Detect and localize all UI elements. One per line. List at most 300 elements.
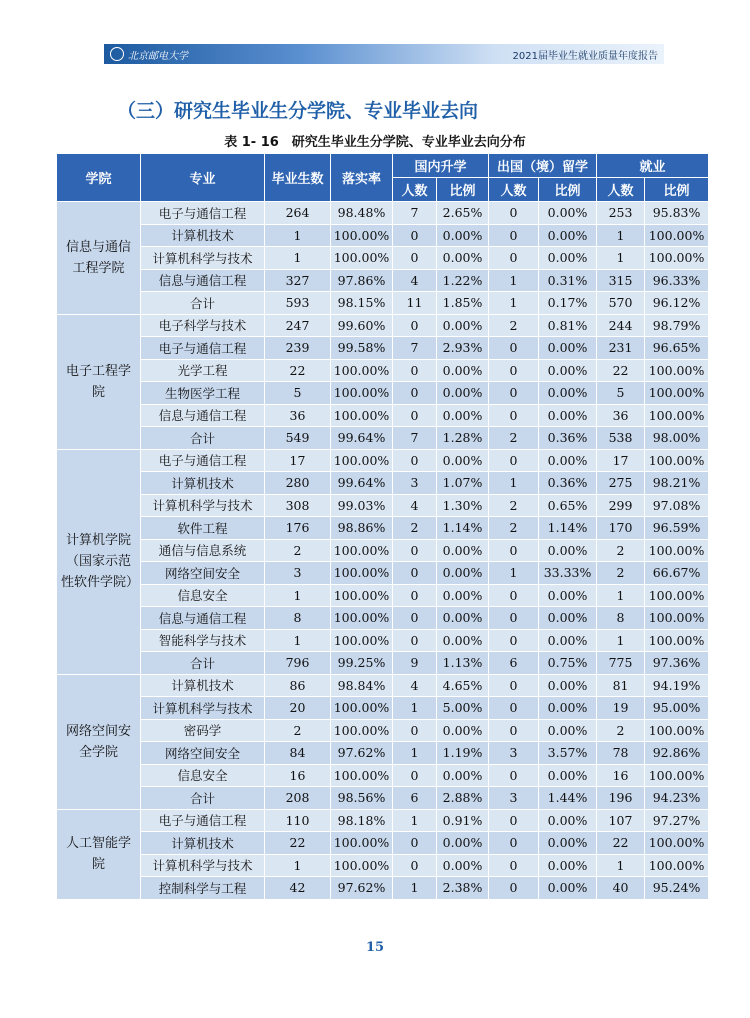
graduates-cell: 1 [265,584,331,607]
graduates-cell: 3 [265,562,331,585]
table-row [57,562,709,585]
domestic-count-cell: 0 [393,314,437,337]
college-cell: 网络空间安全学院 [57,674,141,809]
employment-count-cell: 1 [597,224,645,247]
employment-ratio-cell: 100.00% [645,607,709,630]
college-cell: 计算机学院（国家示范性软件学院） [57,449,141,674]
college-cell: 信息与通信工程学院 [57,202,141,315]
major-cell: 光学工程 [141,359,265,382]
table-row [57,269,709,292]
graduates-cell: 549 [265,427,331,450]
rate-cell: 98.56% [331,787,393,810]
domestic-ratio-cell: 0.00% [437,832,489,855]
table-row [57,854,709,877]
rate-cell: 98.15% [331,292,393,315]
table-row [57,449,709,472]
employment-ratio-cell: 95.24% [645,877,709,900]
domestic-ratio-cell: 1.07% [437,472,489,495]
table-caption: 表 1- 16 研究生毕业生分学院、专业毕业去向分布 [224,135,526,150]
employment-ratio-cell: 100.00% [645,359,709,382]
employment-ratio-cell: 100.00% [645,719,709,742]
major-cell: 电子与通信工程 [141,337,265,360]
table-row [57,719,709,742]
major-cell: 网络空间安全 [141,562,265,585]
domestic-count-cell: 0 [393,359,437,382]
graduates-cell: 1 [265,629,331,652]
domestic-count-cell: 7 [393,427,437,450]
employment-count-cell: 1 [597,854,645,877]
abroad-count-cell: 3 [489,742,539,765]
major-cell: 通信与信息系统 [141,539,265,562]
domestic-ratio-cell: 1.28% [437,427,489,450]
major-cell: 信息与通信工程 [141,607,265,630]
col-header-domestic-ratio: 比例 [437,178,489,202]
domestic-count-cell: 0 [393,224,437,247]
col-header-domestic: 国内升学 [393,154,489,178]
major-cell: 智能科学与技术 [141,629,265,652]
domestic-ratio-cell: 0.00% [437,719,489,742]
page-number: 15 [365,940,385,955]
rate-cell: 97.86% [331,269,393,292]
employment-count-cell: 315 [597,269,645,292]
rate-cell: 97.62% [331,877,393,900]
table-row [57,427,709,450]
domestic-ratio-cell: 4.65% [437,674,489,697]
abroad-ratio-cell: 0.00% [539,877,597,900]
abroad-count-cell: 3 [489,787,539,810]
table-body [57,202,709,900]
abroad-count-cell: 0 [489,719,539,742]
major-cell: 电子与通信工程 [141,809,265,832]
rate-cell: 98.86% [331,517,393,540]
domestic-count-cell: 1 [393,877,437,900]
domestic-count-cell: 9 [393,652,437,675]
abroad-ratio-cell: 0.00% [539,337,597,360]
domestic-ratio-cell: 0.00% [437,584,489,607]
rate-cell: 99.64% [331,427,393,450]
major-cell: 电子科学与技术 [141,314,265,337]
graduates-cell: 280 [265,472,331,495]
domestic-count-cell: 0 [393,539,437,562]
employment-ratio-cell: 98.21% [645,472,709,495]
rate-cell: 100.00% [331,584,393,607]
abroad-ratio-cell: 0.00% [539,449,597,472]
graduates-cell: 22 [265,359,331,382]
major-cell: 计算机技术 [141,832,265,855]
col-header-abroad-ratio: 比例 [539,178,597,202]
employment-ratio-cell: 66.67% [645,562,709,585]
rate-cell: 97.62% [331,742,393,765]
major-cell: 软件工程 [141,517,265,540]
table-row [57,202,709,225]
domestic-count-cell: 4 [393,269,437,292]
abroad-count-cell: 6 [489,652,539,675]
rate-cell: 100.00% [331,719,393,742]
major-cell: 合计 [141,652,265,675]
employment-count-cell: 40 [597,877,645,900]
graduates-cell: 593 [265,292,331,315]
employment-ratio-cell: 92.86% [645,742,709,765]
abroad-count-cell: 0 [489,247,539,270]
major-cell: 计算机科学与技术 [141,247,265,270]
rate-cell: 98.48% [331,202,393,225]
domestic-count-cell: 1 [393,809,437,832]
abroad-ratio-cell: 33.33% [539,562,597,585]
table-row [57,697,709,720]
domestic-count-cell: 0 [393,404,437,427]
abroad-count-cell: 2 [489,494,539,517]
abroad-count-cell: 1 [489,269,539,292]
employment-ratio-cell: 96.33% [645,269,709,292]
graduates-cell: 110 [265,809,331,832]
col-header-graduates: 毕业生数 [265,154,331,202]
table-row [57,809,709,832]
major-cell: 合计 [141,787,265,810]
employment-ratio-cell: 96.12% [645,292,709,315]
graduates-cell: 1 [265,247,331,270]
rate-cell: 100.00% [331,404,393,427]
domestic-count-cell: 2 [393,517,437,540]
graduates-cell: 2 [265,539,331,562]
major-cell: 计算机技术 [141,224,265,247]
graduates-cell: 2 [265,719,331,742]
employment-ratio-cell: 100.00% [645,449,709,472]
table-row [57,472,709,495]
table-row [57,517,709,540]
abroad-ratio-cell: 0.00% [539,697,597,720]
abroad-count-cell: 0 [489,539,539,562]
employment-count-cell: 2 [597,562,645,585]
rate-cell: 100.00% [331,607,393,630]
employment-ratio-cell: 100.00% [645,404,709,427]
abroad-ratio-cell: 0.31% [539,269,597,292]
employment-count-cell: 196 [597,787,645,810]
rate-cell: 99.58% [331,337,393,360]
major-cell: 计算机科学与技术 [141,697,265,720]
abroad-count-cell: 0 [489,224,539,247]
rate-cell: 100.00% [331,382,393,405]
employment-count-cell: 5 [597,382,645,405]
table-row [57,494,709,517]
domestic-count-cell: 0 [393,764,437,787]
employment-count-cell: 22 [597,359,645,382]
employment-count-cell: 299 [597,494,645,517]
domestic-ratio-cell: 2.93% [437,337,489,360]
employment-ratio-cell: 95.83% [645,202,709,225]
rate-cell: 100.00% [331,832,393,855]
graduates-cell: 22 [265,832,331,855]
domestic-ratio-cell: 2.38% [437,877,489,900]
abroad-ratio-cell: 0.65% [539,494,597,517]
rate-cell: 98.18% [331,809,393,832]
rate-cell: 100.00% [331,697,393,720]
employment-ratio-cell: 100.00% [645,629,709,652]
employment-count-cell: 78 [597,742,645,765]
domestic-ratio-cell: 0.00% [437,562,489,585]
employment-count-cell: 275 [597,472,645,495]
employment-count-cell: 36 [597,404,645,427]
graduates-cell: 239 [265,337,331,360]
col-header-domestic-count: 人数 [393,178,437,202]
graduates-cell: 17 [265,449,331,472]
abroad-count-cell: 0 [489,202,539,225]
rate-cell: 99.60% [331,314,393,337]
graduates-cell: 42 [265,877,331,900]
domestic-ratio-cell: 0.00% [437,314,489,337]
employment-count-cell: 8 [597,607,645,630]
domestic-count-cell: 1 [393,742,437,765]
employment-count-cell: 22 [597,832,645,855]
graduates-cell: 308 [265,494,331,517]
abroad-count-cell: 0 [489,382,539,405]
abroad-ratio-cell: 1.14% [539,517,597,540]
major-cell: 信息安全 [141,764,265,787]
abroad-count-cell: 2 [489,427,539,450]
rate-cell: 99.25% [331,652,393,675]
rate-cell: 98.84% [331,674,393,697]
abroad-count-cell: 0 [489,832,539,855]
abroad-count-cell: 0 [489,359,539,382]
rate-cell: 100.00% [331,359,393,382]
abroad-ratio-cell: 0.00% [539,247,597,270]
employment-ratio-cell: 100.00% [645,764,709,787]
major-cell: 电子与通信工程 [141,449,265,472]
rate-cell: 100.00% [331,539,393,562]
major-cell: 生物医学工程 [141,382,265,405]
domestic-ratio-cell: 2.65% [437,202,489,225]
table-row [57,674,709,697]
major-cell: 信息安全 [141,584,265,607]
col-header-college: 学院 [57,154,141,202]
abroad-ratio-cell: 0.17% [539,292,597,315]
table-row [57,247,709,270]
table-row [57,584,709,607]
employment-ratio-cell: 94.23% [645,787,709,810]
abroad-ratio-cell: 0.81% [539,314,597,337]
rate-cell: 100.00% [331,449,393,472]
major-cell: 信息与通信工程 [141,269,265,292]
domestic-ratio-cell: 0.00% [437,539,489,562]
abroad-ratio-cell: 0.00% [539,224,597,247]
abroad-ratio-cell: 0.00% [539,382,597,405]
domestic-count-cell: 0 [393,854,437,877]
col-header-employment-ratio: 比例 [645,178,709,202]
employment-count-cell: 253 [597,202,645,225]
page-header-band [104,44,664,64]
domestic-count-cell: 7 [393,337,437,360]
major-cell: 计算机技术 [141,472,265,495]
table-row [57,224,709,247]
domestic-ratio-cell: 1.22% [437,269,489,292]
employment-count-cell: 107 [597,809,645,832]
abroad-count-cell: 0 [489,809,539,832]
abroad-count-cell: 0 [489,584,539,607]
table-row [57,404,709,427]
graduates-cell: 327 [265,269,331,292]
report-title: 2021届毕业生就业质量年度报告 [512,51,658,62]
abroad-ratio-cell: 0.00% [539,854,597,877]
rate-cell: 100.00% [331,247,393,270]
college-cell: 人工智能学院 [57,809,141,899]
employment-count-cell: 19 [597,697,645,720]
domestic-count-cell: 0 [393,449,437,472]
table-row [57,787,709,810]
graduates-cell: 1 [265,224,331,247]
abroad-ratio-cell: 0.00% [539,202,597,225]
major-cell: 网络空间安全 [141,742,265,765]
employment-count-cell: 2 [597,719,645,742]
section-title: （三）研究生毕业生分学院、专业毕业去向 [117,100,479,122]
domestic-ratio-cell: 1.13% [437,652,489,675]
graduates-cell: 86 [265,674,331,697]
abroad-ratio-cell: 0.00% [539,539,597,562]
major-cell: 计算机技术 [141,674,265,697]
major-cell: 密码学 [141,719,265,742]
table-row [57,337,709,360]
graduates-cell: 208 [265,787,331,810]
abroad-count-cell: 0 [489,764,539,787]
graduates-cell: 20 [265,697,331,720]
domestic-ratio-cell: 2.88% [437,787,489,810]
abroad-ratio-cell: 0.00% [539,607,597,630]
employment-count-cell: 570 [597,292,645,315]
employment-count-cell: 170 [597,517,645,540]
major-cell: 控制科学与工程 [141,877,265,900]
employment-ratio-cell: 100.00% [645,539,709,562]
major-cell: 计算机科学与技术 [141,494,265,517]
table-row [57,359,709,382]
abroad-ratio-cell: 0.36% [539,472,597,495]
domestic-ratio-cell: 0.00% [437,764,489,787]
abroad-count-cell: 1 [489,472,539,495]
destination-table [56,153,709,900]
abroad-count-cell: 0 [489,337,539,360]
domestic-count-cell: 0 [393,719,437,742]
abroad-count-cell: 2 [489,517,539,540]
rate-cell: 100.00% [331,562,393,585]
col-header-employment-count: 人数 [597,178,645,202]
col-header-abroad: 出国（境）留学 [489,154,597,178]
table-row [57,832,709,855]
abroad-ratio-cell: 1.44% [539,787,597,810]
rate-cell: 99.64% [331,472,393,495]
employment-count-cell: 775 [597,652,645,675]
graduates-cell: 796 [265,652,331,675]
graduates-cell: 16 [265,764,331,787]
abroad-count-cell: 1 [489,292,539,315]
graduates-cell: 5 [265,382,331,405]
domestic-count-cell: 0 [393,584,437,607]
graduates-cell: 247 [265,314,331,337]
rate-cell: 100.00% [331,629,393,652]
abroad-count-cell: 0 [489,404,539,427]
major-cell: 合计 [141,427,265,450]
rate-cell: 99.03% [331,494,393,517]
graduates-cell: 264 [265,202,331,225]
employment-count-cell: 1 [597,247,645,270]
domestic-ratio-cell: 0.00% [437,449,489,472]
col-header-rate: 落实率 [331,154,393,202]
abroad-ratio-cell: 0.36% [539,427,597,450]
domestic-count-cell: 4 [393,494,437,517]
major-cell: 合计 [141,292,265,315]
graduates-cell: 84 [265,742,331,765]
rate-cell: 100.00% [331,224,393,247]
abroad-ratio-cell: 0.00% [539,359,597,382]
graduates-cell: 36 [265,404,331,427]
domestic-ratio-cell: 1.85% [437,292,489,315]
employment-count-cell: 81 [597,674,645,697]
employment-count-cell: 538 [597,427,645,450]
domestic-ratio-cell: 0.00% [437,854,489,877]
domestic-ratio-cell: 0.00% [437,404,489,427]
domestic-ratio-cell: 0.00% [437,247,489,270]
employment-ratio-cell: 95.00% [645,697,709,720]
domestic-ratio-cell: 0.91% [437,809,489,832]
abroad-count-cell: 0 [489,607,539,630]
employment-count-cell: 1 [597,629,645,652]
rate-cell: 100.00% [331,854,393,877]
employment-ratio-cell: 100.00% [645,247,709,270]
domestic-ratio-cell: 5.00% [437,697,489,720]
table-row [57,607,709,630]
employment-ratio-cell: 100.00% [645,382,709,405]
abroad-count-cell: 0 [489,449,539,472]
domestic-count-cell: 0 [393,629,437,652]
domestic-ratio-cell: 1.30% [437,494,489,517]
domestic-ratio-cell: 1.14% [437,517,489,540]
abroad-count-cell: 0 [489,697,539,720]
employment-ratio-cell: 100.00% [645,224,709,247]
employment-ratio-cell: 96.65% [645,337,709,360]
employment-ratio-cell: 97.36% [645,652,709,675]
abroad-count-cell: 0 [489,674,539,697]
employment-ratio-cell: 98.00% [645,427,709,450]
abroad-count-cell: 2 [489,314,539,337]
table-row [57,764,709,787]
major-cell: 电子与通信工程 [141,202,265,225]
employment-ratio-cell: 100.00% [645,832,709,855]
abroad-ratio-cell: 0.00% [539,809,597,832]
domestic-ratio-cell: 0.00% [437,629,489,652]
table-row [57,742,709,765]
abroad-ratio-cell: 0.00% [539,629,597,652]
graduates-cell: 1 [265,854,331,877]
domestic-count-cell: 3 [393,472,437,495]
employment-ratio-cell: 98.79% [645,314,709,337]
employment-count-cell: 17 [597,449,645,472]
abroad-ratio-cell: 0.00% [539,674,597,697]
abroad-ratio-cell: 3.57% [539,742,597,765]
abroad-ratio-cell: 0.00% [539,719,597,742]
domestic-count-cell: 11 [393,292,437,315]
abroad-ratio-cell: 0.00% [539,832,597,855]
domestic-ratio-cell: 0.00% [437,224,489,247]
employment-ratio-cell: 94.19% [645,674,709,697]
rate-cell: 100.00% [331,764,393,787]
major-cell: 信息与通信工程 [141,404,265,427]
table-row [57,292,709,315]
col-header-abroad-count: 人数 [489,178,539,202]
abroad-ratio-cell: 0.00% [539,764,597,787]
domestic-count-cell: 7 [393,202,437,225]
domestic-ratio-cell: 0.00% [437,359,489,382]
table-row [57,652,709,675]
abroad-ratio-cell: 0.75% [539,652,597,675]
employment-count-cell: 231 [597,337,645,360]
col-header-employment: 就业 [597,154,709,178]
logo-emblem-icon [110,47,124,61]
